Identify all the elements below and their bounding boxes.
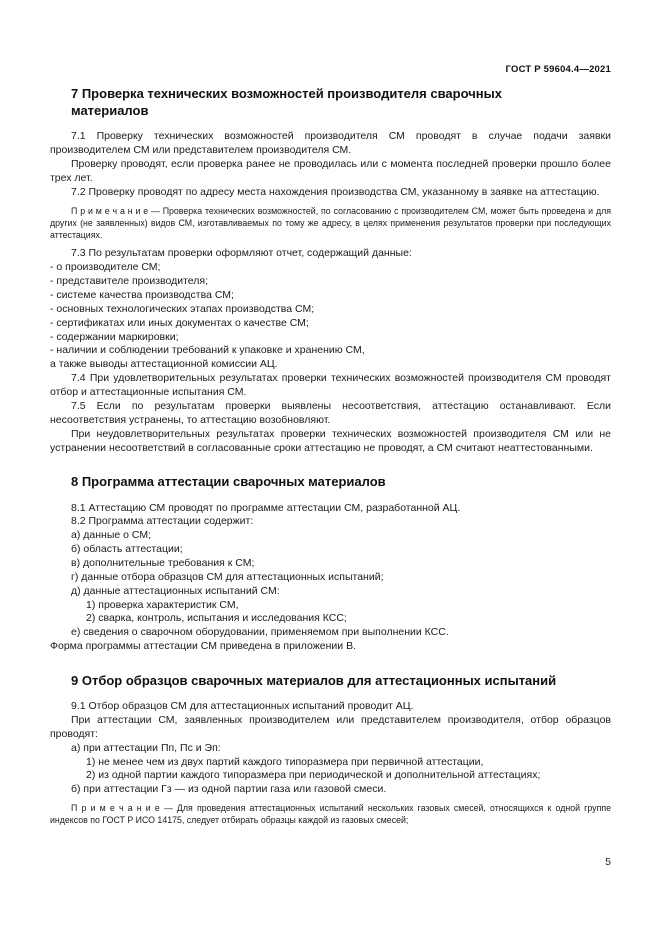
doc-code: ГОСТ Р 59604.4—2021: [505, 64, 611, 75]
sublist-item: 2) сварка, контроль, испытания и исследования КСС;: [86, 612, 347, 625]
note-section-7: П р и м е ч а н и е — Проверка технических возможностей, по согласованию с производителем СМ, может быть проведена и для других (не заявленных) видов СМ, изготавливаемых по тому же адресу, в целях применения результатов проверки при последующих аттестациях.: [50, 205, 611, 240]
section-8-heading: 8 Программа аттестации сварочных материалов: [71, 474, 386, 490]
para-7-1b: Проверку проводят, если проверка ранее не проводилась или с момента последней проверки прошло более трех лет.: [50, 158, 611, 184]
para-9-1: 9.1 Отбор образцов СМ для аттестационных испытаний проводит АЦ.: [71, 700, 414, 713]
list-item: е) сведения о сварочном оборудовании, применяемом при выполнении КСС.: [71, 626, 449, 639]
list-item: - содержании маркировки;: [50, 330, 179, 343]
list-item: - системе качества производства СМ;: [50, 289, 234, 302]
list-item: б) при аттестации Гз — из одной партии газа или газовой смеси.: [71, 783, 387, 796]
list-item: а) данные о СМ;: [71, 529, 152, 542]
list-item: - сертификатах или иных документах о качестве СМ;: [50, 316, 309, 329]
para-7-5: 7.5 Если по результатам проверки выявлены несоответствия, аттестацию останавливают. Если несоответствия устранены, то аттестацию возобновляют.: [50, 399, 611, 426]
list-tail: а также выводы аттестационной комиссии АЦ.: [50, 358, 278, 371]
list-item: - представителе производителя;: [50, 275, 208, 288]
sublist-item: 1) не менее чем из двух партий каждого типоразмера при первичной аттестации,: [86, 755, 484, 768]
list-item: д) данные аттестационных испытаний СМ:: [71, 584, 280, 597]
section-9-heading: 9 Отбор образцов сварочных материалов для аттестационных испытаний: [71, 672, 557, 688]
para-8-2: 8.2 Программа аттестации содержит:: [71, 515, 254, 528]
list-item: а) при аттестации Пп, Пс и Эп:: [71, 741, 221, 754]
para-7-3: 7.3 По результатам проверки оформляют отчет, содержащий данные:: [71, 247, 412, 260]
para-8-1: 8.1 Аттестацию СМ проводят по программе аттестации СМ, разработанной АЦ.: [71, 501, 461, 514]
section-7-heading: 7 Проверка технических возможностей производителя сварочных материалов: [71, 86, 502, 119]
para-7-1: 7.1 Проверку технических возможностей производителя СМ проводят в случае подачи заявки производителем СМ или представителем производителя СМ.: [50, 130, 611, 157]
list-item: в) дополнительные требования к СМ;: [71, 556, 255, 569]
list-item: - о производителе СМ;: [50, 261, 161, 274]
page-number: 5: [605, 856, 611, 868]
list-item: б) область аттестации;: [71, 543, 183, 556]
para-7-5b: При неудовлетворительных результатах проверки технических возможностей производителя СМ или не устранении несоответствий в согласованные сроки аттестацию не проводят, а СМ считают неаттестованными.: [50, 427, 611, 454]
list-item: - наличии и соблюдении требований к упаковке и хранению СМ,: [50, 344, 365, 357]
sublist-item: 2) из одной партии каждого типоразмера при периодической и дополнительной аттестациях;: [86, 769, 541, 782]
note-section-9: П р и м е ч а н и е — Для проведения аттестационных испытаний нескольких газовых смесей, относящихся к одной группе индексов по ГОСТ Р ИСО 14175, следует отбирать образцы каждой из газовых смесей;: [50, 803, 611, 826]
para-9-1b: При аттестации СМ, заявленных производителем или представителем производителя, отбор образцов проводят:: [50, 713, 611, 740]
sublist-item: 1) проверка характеристик СМ,: [86, 598, 239, 611]
para-7-4: 7.4 При удовлетворительных результатах проверки технических возможностей производителя СМ проводят отбор и аттестационные испытания СМ.: [50, 372, 611, 399]
list-item: г) данные отбора образцов СМ для аттестационных испытаний;: [71, 570, 384, 583]
list-item: - основных технологических этапах производства СМ;: [50, 302, 315, 315]
para-form-note: Форма программы аттестации СМ приведена в приложении В.: [50, 640, 356, 653]
para-7-2: 7.2 Проверку проводят по адресу места нахождения производства СМ, указанному в заявке на аттестацию.: [71, 185, 600, 198]
